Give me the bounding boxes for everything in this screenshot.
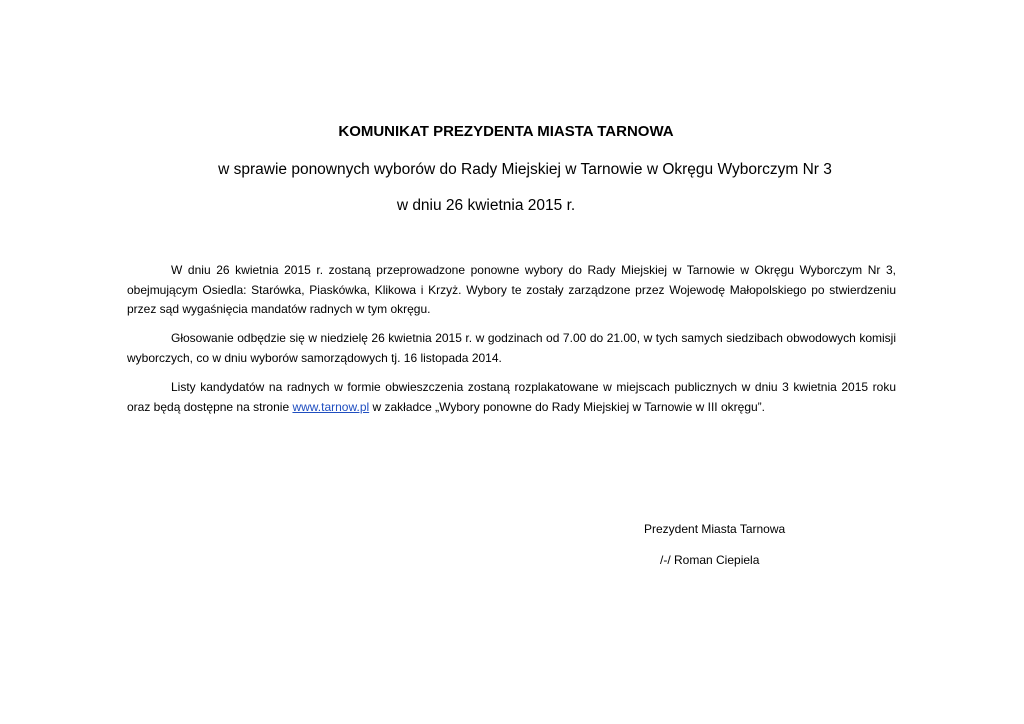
paragraph-voting-hours: Głosowanie odbędzie się w niedzielę 26 kwietnia 2015 r. w godzinach od 7.00 do 21.00, w tych samych siedzibach obwodowych komisji wyborczych, co w dniu wyborów samorządowych tj. 16 listopada 2014. bbox=[127, 331, 896, 365]
paragraph-candidate-lists-text: Listy kandydatów na radnych w formie obwieszczenia zostaną rozplakatowane w miejscach publicznych w dniu 3 kwietnia 2015 roku oraz będą dostępne na stronie bbox=[127, 380, 896, 414]
document-title: KOMUNIKAT PREZYDENTA MIASTA TARNOWA bbox=[338, 123, 674, 140]
tarnow-website-link[interactable]: www.tarnow.pl bbox=[292, 399, 370, 414]
paragraph-candidate-lists bbox=[127, 378, 896, 417]
signature-name: /-/ Roman Ciepiela bbox=[660, 553, 760, 567]
paragraph-elections-announcement: W dniu 26 kwietnia 2015 r. zostaną przeprowadzone ponowne wybory do Rady Miejskiej w Tarnowie w Okręgu Wyborczym Nr 3, obejmującym Osiedla: Starówka, Piaskówka, Klikowa i Krzyż. Wybory te zostały zarządzone przez Wojewodę Małopolskiego po stwierdzeniu przez sąd wygaśnięcia mandatów radnych w tym okręgu. bbox=[127, 263, 896, 316]
document-subtitle: w sprawie ponownych wyborów do Rady Miejskiej w Tarnowie w Okręgu Wyborczym Nr 3 bbox=[218, 161, 832, 178]
document-date: w dniu 26 kwietnia 2015 r. bbox=[396, 197, 576, 214]
signature-title: Prezydent Miasta Tarnowa bbox=[644, 522, 786, 536]
paragraph-candidate-lists-text-end: w zakładce „Wybory ponowne do Rady Miejskiej w Tarnowie w III okręgu”. bbox=[369, 399, 765, 414]
